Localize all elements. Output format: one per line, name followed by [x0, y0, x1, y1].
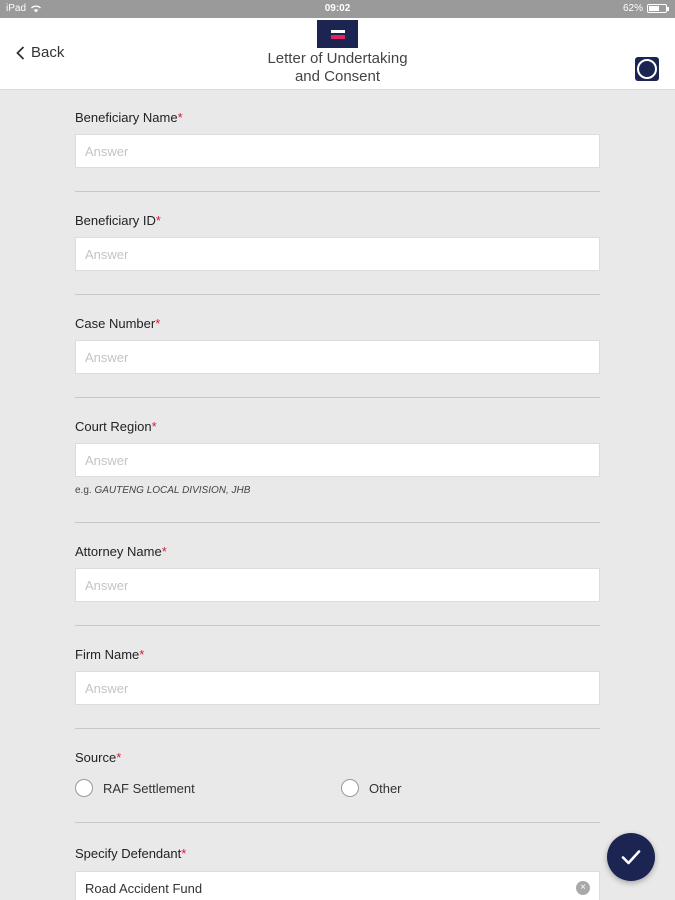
submit-button[interactable] [607, 833, 655, 881]
field-beneficiary-name [75, 90, 600, 192]
clear-icon[interactable]: × [576, 881, 590, 895]
status-time: 09:02 [324, 3, 351, 14]
field-source [75, 729, 600, 823]
case-number-input[interactable] [75, 340, 600, 374]
page-title [0, 50, 675, 86]
court-region-hint: e.g. GAUTENG LOCAL DIVISION, JHB [75, 485, 251, 496]
required-mark: * [151, 419, 157, 434]
checkmark-icon [621, 849, 641, 865]
status-right [623, 3, 667, 14]
radio-circle[interactable] [75, 779, 93, 797]
field-label: Court Region* [75, 419, 157, 434]
profile-icon [637, 59, 657, 79]
beneficiary-name-input[interactable] [75, 134, 600, 168]
app-header [0, 18, 675, 90]
field-court-region [75, 398, 600, 523]
court-region-input[interactable] [75, 443, 600, 477]
radio-circle[interactable] [341, 779, 359, 797]
logo-bar-white [331, 30, 345, 33]
source-radio-group [75, 779, 600, 797]
profile-button[interactable] [635, 57, 659, 81]
undertaking-form [75, 90, 600, 900]
required-mark: * [155, 213, 161, 228]
title-line-1: Letter of Undertaking [267, 50, 408, 67]
field-label: Specify Defendant* [75, 846, 187, 861]
required-mark: * [116, 750, 122, 765]
status-bar [0, 0, 675, 18]
battery-fill [649, 6, 659, 11]
attorney-name-input[interactable] [75, 568, 600, 602]
field-firm-name [75, 626, 600, 729]
field-label: Source* [75, 750, 122, 765]
device-name: iPad [6, 3, 27, 14]
radio-label: Other [369, 780, 402, 796]
field-beneficiary-id [75, 192, 600, 295]
required-mark: * [181, 846, 187, 861]
brand-logo [317, 20, 358, 48]
field-label: Beneficiary Name* [75, 110, 183, 125]
radio-raf-settlement[interactable] [75, 779, 341, 797]
required-mark: * [139, 647, 145, 662]
back-label: Back [31, 44, 65, 61]
title-line-2: and Consent [294, 68, 381, 85]
required-mark: * [177, 110, 183, 125]
field-specify-defendant [75, 823, 600, 900]
field-label: Case Number* [75, 316, 161, 331]
required-mark: * [155, 316, 161, 331]
defendant-input[interactable] [75, 871, 600, 900]
required-mark: * [161, 544, 167, 559]
radio-label: RAF Settlement [103, 780, 195, 796]
radio-other[interactable] [341, 779, 402, 797]
battery-percent: 62% [622, 3, 643, 14]
firm-name-input[interactable] [75, 671, 600, 705]
battery-icon [647, 4, 667, 13]
field-attorney-name [75, 523, 600, 626]
field-label: Firm Name* [75, 647, 145, 662]
logo-bar-pink [331, 35, 345, 39]
defendant-input-wrap [75, 871, 600, 900]
field-label: Attorney Name* [75, 544, 167, 559]
beneficiary-id-input[interactable] [75, 237, 600, 271]
field-label: Beneficiary ID* [75, 213, 161, 228]
field-case-number [75, 295, 600, 398]
